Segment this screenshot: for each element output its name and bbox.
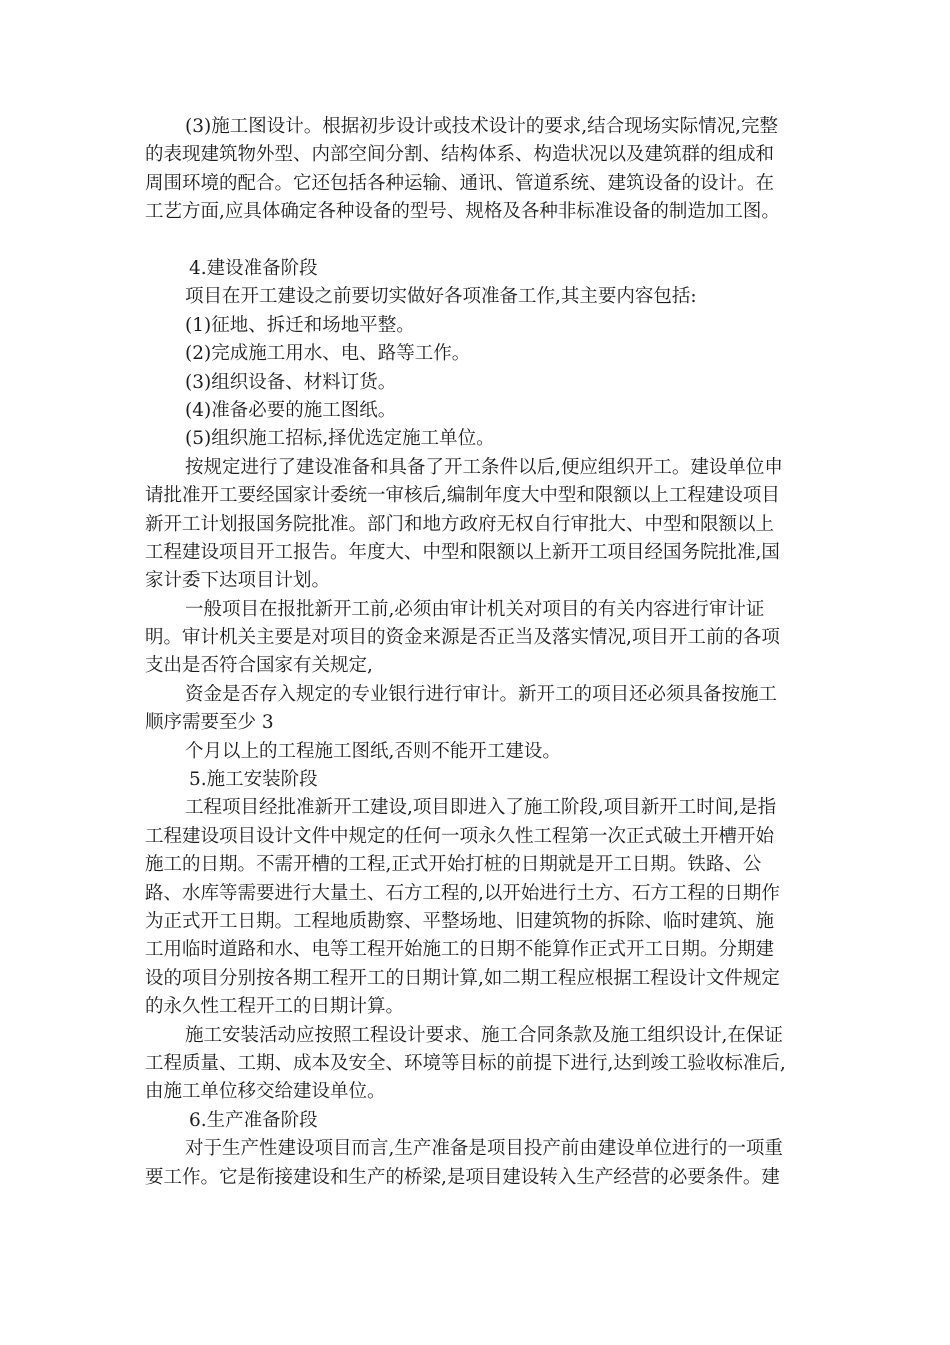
text-line: 设的项目分别按各期工程开工的日期计算,如二期工程应根据工程设计文件规定 <box>145 967 780 989</box>
text-line: 要工作。它是衔接建设和生产的桥梁,是项目建设转入生产经营的必要条件。建 <box>145 1166 780 1188</box>
text-line: 路、水库等需要进行大量土、石方工程的,以开始进行土方、石方工程的日期作 <box>145 882 780 904</box>
text-line: 工程项目经批准新开工建设,项目即进入了施工阶段,项目新开工时间,是指 <box>185 797 777 819</box>
text-line: 按规定进行了建设准备和具备了开工条件以后,便应组织开工。建设单位申 <box>185 456 783 478</box>
paragraph-construction-drawing-design <box>145 113 815 227</box>
text-line: 新开工计划报国务院批准。部门和地方政府无权自行审批大、中型和限额以上 <box>145 513 775 535</box>
text-line: 明。审计机关主要是对项目的资金来源是否正当及落实情况,项目开工前的各项 <box>145 627 780 649</box>
list-item: (2)完成施工用水、电、路等工作。 <box>185 343 471 365</box>
text-line: 个月以上的工程施工图纸,否则不能开工建设。 <box>185 740 561 762</box>
section-heading-4: 4.建设准备阶段 <box>189 258 318 279</box>
text-line: 请批准开工要经国家计委统一审核后,编制年度大中型和限额以上工程建设项目 <box>145 485 780 507</box>
document-body <box>145 255 815 1192</box>
list-item: (4)准备必要的施工图纸。 <box>185 399 397 421</box>
text-line: 周围环境的配合。它还包括各种运输、通讯、管道系统、建筑设备的设计。在 <box>145 172 775 194</box>
list-item: (5)组织施工招标,择优选定施工单位。 <box>185 428 495 450</box>
text-line: 工用临时道路和水、电等工程开始施工的日期不能算作正式开工日期。分期建 <box>145 939 775 961</box>
text-line: 工程建设项目开工报告。年度大、中型和限额以上新开工项目经国务院批准,国 <box>145 541 780 563</box>
section-heading-5: 5.施工安装阶段 <box>189 769 318 791</box>
list-item: (1)征地、拆迁和场地平整。 <box>185 314 415 336</box>
text-line: 顺序需要至少 3 <box>145 712 274 734</box>
text-line: 的永久性工程开工的日期计算。 <box>145 996 405 1018</box>
text-line: 施工安装活动应按照工程设计要求、施工合同条款及施工组织设计,在保证 <box>185 1024 783 1046</box>
list-item: (3)组织设备、材料订货。 <box>185 371 397 393</box>
text-line: 工程建设项目设计文件中规定的任何一项永久性工程第一次正式破土开槽开始 <box>145 825 775 847</box>
text-line: 工艺方面,应具体确定各种设备的型号、规格及各种非标准设备的制造加工图。 <box>145 201 780 223</box>
text-line: 施工的日期。不需开槽的工程,正式开始打桩的日期就是开工日期。铁路、公 <box>145 854 762 876</box>
text-line: 家计委下达项目计划。 <box>145 570 331 592</box>
text-line: 工程质量、工期、成本及安全、环境等目标的前提下进行,达到竣工验收标准后, <box>145 1052 786 1074</box>
text-line: (3)施工图设计。根据初步设计或技术设计的要求,结合现场实际情况,完整 <box>185 116 778 137</box>
paragraph-prep-intro: 项目在开工建设之前要切实做好各项准备工作,其主要内容包括: <box>185 286 697 308</box>
text-line: 的表现建筑物外型、内部空间分割、结构体系、构造状况以及建筑群的组成和 <box>145 144 775 166</box>
text-line: 由施工单位移交给建设单位。 <box>145 1081 386 1103</box>
text-line: 为正式开工日期。工程地质勘察、平整场地、旧建筑物的拆除、临时建筑、施 <box>145 910 775 932</box>
text-line: 一般项目在报批新开工前,必须由审计机关对项目的有关内容进行审计证 <box>185 598 765 620</box>
section-heading-6: 6.生产准备阶段 <box>189 1109 318 1131</box>
text-line: 对于生产性建设项目而言,生产准备是项目投产前由建设单位进行的一项重 <box>185 1138 783 1160</box>
text-line: 支出是否符合国家有关规定, <box>145 655 373 677</box>
text-line: 资金是否存入规定的专业银行进行审计。新开工的项目还必须具备按施工 <box>185 683 778 705</box>
